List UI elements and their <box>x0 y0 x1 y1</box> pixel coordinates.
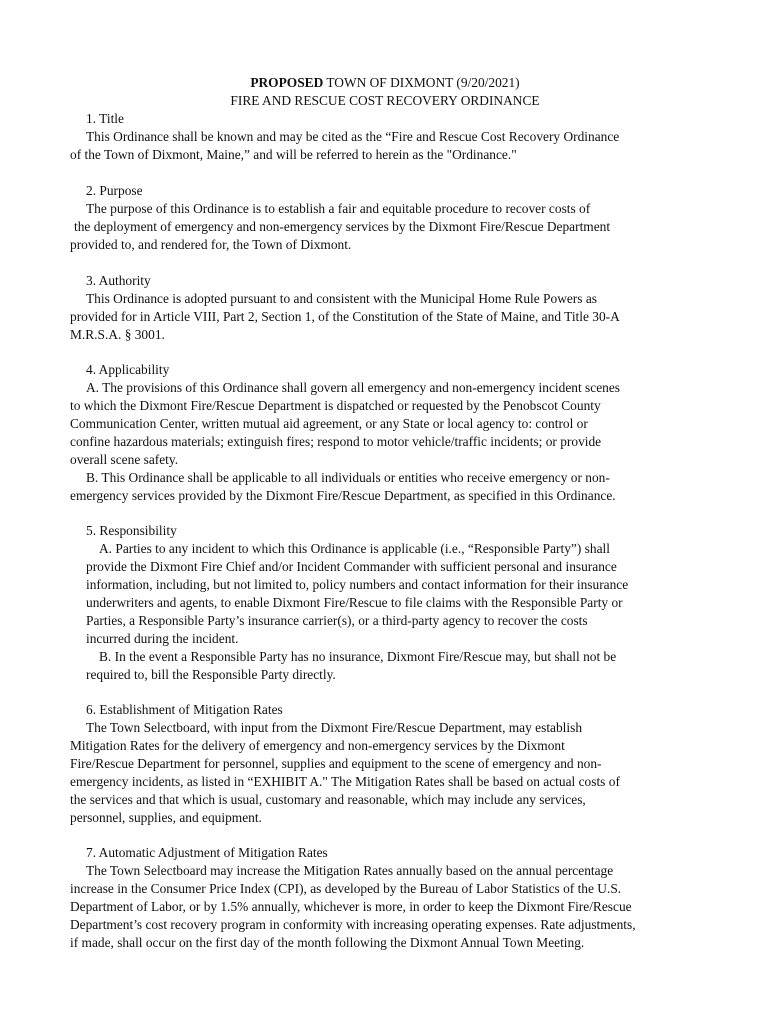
section-6-text-line: personnel, supplies, and equipment. <box>70 810 262 825</box>
section-4-text-line: B. This Ordinance shall be applicable to all individuals or entities who receive emergency or non- <box>86 470 610 485</box>
section-7-heading: 7. Automatic Adjustment of Mitigation Rates <box>86 845 328 860</box>
section-5-text-line: provide the Dixmont Fire Chief and/or Incident Commander with sufficient personal and insurance <box>86 559 617 574</box>
section-7-text-line: increase in the Consumer Price Index (CPI), as developed by the Bureau of Labor Statistics of the U.S. <box>70 881 622 896</box>
section-5-text-line: Parties, a Responsible Party’s insurance carrier(s), or a third-party agency to recover the costs <box>86 613 588 628</box>
title-town-date: TOWN OF DIXMONT (9/20/2021) <box>323 75 520 90</box>
section-5-text-line: underwriters and agents, to enable Dixmont Fire/Rescue to file claims with the Responsible Party or <box>86 595 623 610</box>
section-4-text-line: to which the Dixmont Fire/Rescue Department is dispatched or requested by the Penobscot County <box>70 398 601 413</box>
section-5-text-line: B. In the event a Responsible Party has no insurance, Dixmont Fire/Rescue may, but shall not be <box>99 649 617 664</box>
section-6-text-line: The Town Selectboard, with input from the Dixmont Fire/Rescue Department, may establish <box>86 720 583 735</box>
section-1-text-line: of the Town of Dixmont, Maine,” and will be referred to herein as the "Ordinance." <box>70 147 517 162</box>
section-5-heading: 5. Responsibility <box>86 523 177 538</box>
section-1-text-line: This Ordinance shall be known and may be cited as the “Fire and Rescue Cost Recovery Ordinance <box>86 129 620 144</box>
section-1-heading: 1. Title <box>86 111 124 126</box>
section-4-text-line: confine hazardous materials; extinguish fires; respond to motor vehicle/traffic incidents; or provide <box>70 434 602 449</box>
section-7-text-line: if made, shall occur on the first day of the month following the Dixmont Annual Town Meeting. <box>70 935 585 950</box>
title-line-2: FIRE AND RESCUE COST RECOVERY ORDINANCE <box>230 93 540 108</box>
section-3-text-line: This Ordinance is adopted pursuant to and consistent with the Municipal Home Rule Powers as <box>86 291 597 306</box>
section-6-text-line: emergency incidents, as listed in “EXHIBIT A." The Mitigation Rates shall be based on actual costs of <box>70 774 620 789</box>
section-5-text-line: information, including, but not limited to, policy numbers and contact information for their insurance <box>86 577 629 592</box>
proposed-label: PROPOSED <box>250 75 324 90</box>
section-2-text-line: The purpose of this Ordinance is to establish a fair and equitable procedure to recover costs of <box>86 201 591 216</box>
section-4-text-line: Communication Center, written mutual aid agreement, or any State or local agency to: control or <box>70 416 588 431</box>
section-6-text-line: Mitigation Rates for the delivery of emergency and non-emergency services by the Dixmont <box>70 738 565 753</box>
section-5-text-line: required to, bill the Responsible Party directly. <box>86 667 336 682</box>
section-7-text-line: The Town Selectboard may increase the Mitigation Rates annually based on the annual percentage <box>86 863 614 878</box>
section-2-heading: 2. Purpose <box>86 183 143 198</box>
section-3-text-line: provided for in Article VIII, Part 2, Section 1, of the Constitution of the State of Maine, and Title 30-A <box>70 309 620 324</box>
section-3-text-line: M.R.S.A. § 3001. <box>70 327 165 342</box>
section-7-text-line: Department’s cost recovery program in conformity with increasing operating expenses. Rate adjustments, <box>70 917 636 932</box>
section-3-heading: 3. Authority <box>86 273 151 288</box>
section-5-text-line: A. Parties to any incident to which this Ordinance is applicable (i.e., “Responsible Party”) shall <box>99 541 610 556</box>
section-4-heading: 4. Applicability <box>86 362 170 377</box>
section-6-text-line: Fire/Rescue Department for personnel, supplies and equipment to the scene of emergency and non- <box>70 756 602 771</box>
title-line-1 <box>0 74 770 92</box>
section-7-text-line: Department of Labor, or by 1.5% annually, whichever is more, in order to keep the Dixmont Fire/Rescue <box>70 899 632 914</box>
section-2-text-line: provided to, and rendered for, the Town of Dixmont. <box>70 237 352 252</box>
section-4-text-line: A. The provisions of this Ordinance shall govern all emergency and non-emergency incident scenes <box>86 380 620 395</box>
section-6-heading: 6. Establishment of Mitigation Rates <box>86 702 283 717</box>
section-5-text-line: incurred during the incident. <box>86 631 239 646</box>
section-2-text-line: the deployment of emergency and non-emergency services by the Dixmont Fire/Rescue Department <box>74 219 611 234</box>
section-4-text-line: overall scene safety. <box>70 452 179 467</box>
section-6-text-line: the services and that which is usual, customary and reasonable, which may include any services, <box>70 792 586 807</box>
document-title <box>0 74 770 110</box>
section-4-text-line: emergency services provided by the Dixmont Fire/Rescue Department, as specified in this Ordinance. <box>70 488 616 503</box>
